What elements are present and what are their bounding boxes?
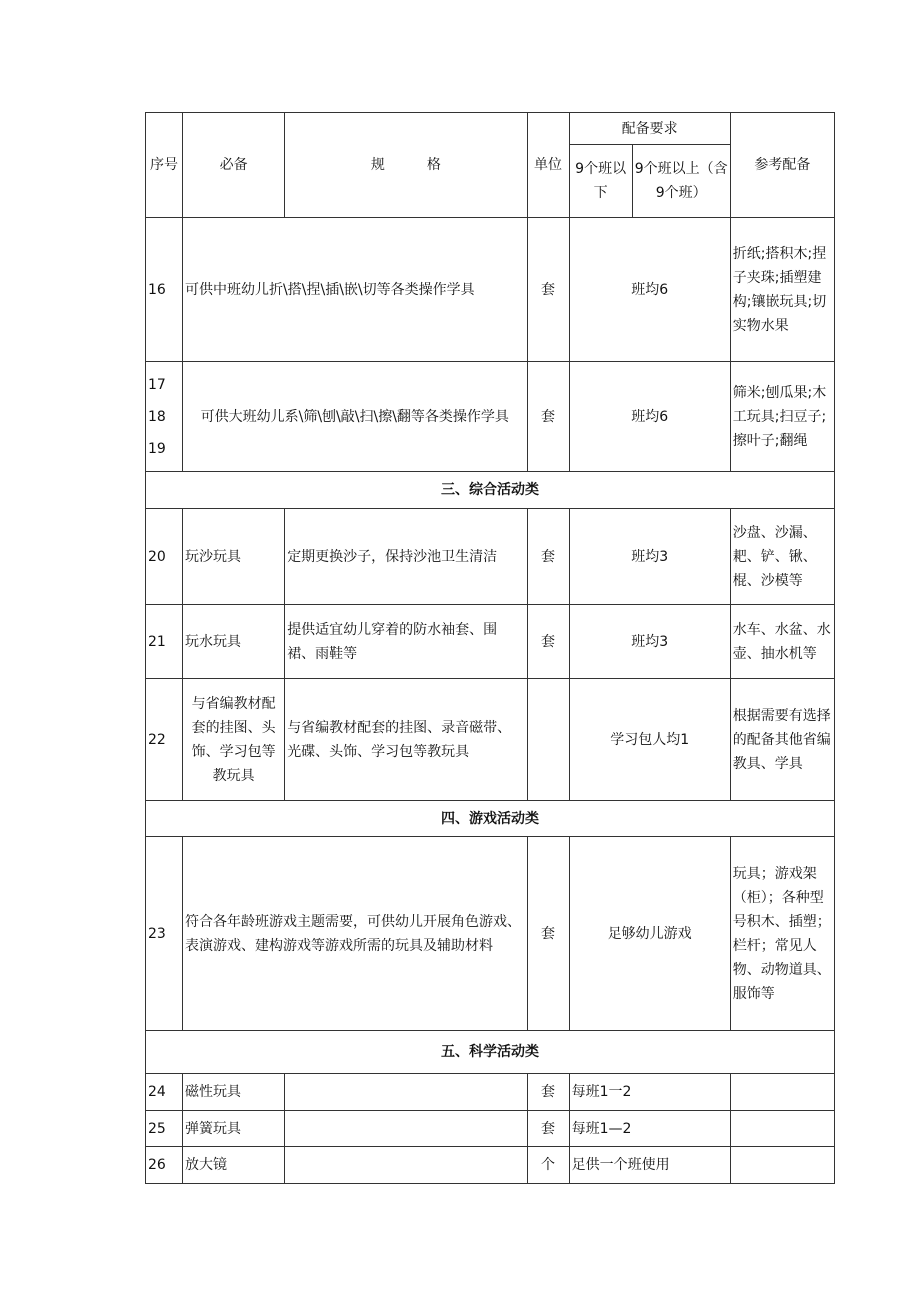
row21-spec: 提供适宜幼儿穿着的防水袖套、围裙、雨鞋等: [285, 605, 527, 679]
row23-seq: 23: [146, 837, 183, 1031]
row25-required: 弹簧玩具: [183, 1111, 285, 1147]
row26-config: 足供一个班使用: [569, 1147, 730, 1184]
table-row: [146, 1074, 835, 1111]
header-unit: 单位: [527, 113, 569, 218]
row17-reference: 筛米;刨瓜果;木工玩具;扫豆子;擦叶子;翻绳: [730, 362, 834, 472]
row22-required: 与省编教材配套的挂图、头饰、学习包等教玩具: [183, 679, 285, 801]
section-title: 三、综合活动类: [146, 472, 835, 509]
row26-seq: 26: [146, 1147, 183, 1184]
header-reference: 参考配备: [730, 113, 834, 218]
row24-spec: [285, 1074, 527, 1111]
row26-spec: [285, 1147, 527, 1184]
row20-unit: 套: [527, 509, 569, 605]
row21-required: 玩水玩具: [183, 605, 285, 679]
row23-required: 符合各年龄班游戏主题需要，可供幼儿开展角色游戏、表演游戏、建构游戏等游戏所需的玩具及辅助材料: [183, 837, 527, 1031]
header-config: 配备要求: [569, 113, 730, 145]
row17-config: 班均6: [569, 362, 730, 472]
row22-config: 学习包人均1: [569, 679, 730, 801]
table-row: [146, 1111, 835, 1147]
row25-spec: [285, 1111, 527, 1147]
table-row: [146, 679, 835, 801]
header-above9: 9个班以上（含9个班）: [632, 145, 730, 218]
row16-unit: 套: [527, 218, 569, 362]
table-row: [146, 1147, 835, 1184]
row22-reference: 根据需要有选择的配备其他省编教具、学具: [730, 679, 834, 801]
row17-seq: [146, 362, 183, 472]
row16-reference: 折纸;搭积木;捏子夹珠;插塑建构;镶嵌玩具;切实物水果: [730, 218, 834, 362]
row17-seq-a: 17: [148, 376, 166, 393]
row22-spec: 与省编教材配套的挂图、录音磁带、光碟、头饰、学习包等教玩具: [285, 679, 527, 801]
row25-config: 每班1—2: [569, 1111, 730, 1147]
equipment-table: [145, 112, 835, 1184]
table-row: [146, 509, 835, 605]
row23-reference: 玩具；游戏架（柜）；各种型号积木、插塑；栏杆；常见人物、动物道具、服饰等: [730, 837, 834, 1031]
row26-reference: [730, 1147, 834, 1184]
row16-seq: 16: [146, 218, 183, 362]
row25-unit: 套: [527, 1111, 569, 1147]
table-row: [146, 837, 835, 1031]
row24-reference: [730, 1074, 834, 1111]
row17-seq-c: 19: [148, 440, 166, 457]
row20-config: 班均3: [569, 509, 730, 605]
row24-config: 每班1一2: [569, 1074, 730, 1111]
row17-unit: 套: [527, 362, 569, 472]
section-title: 五、科学活动类: [146, 1031, 835, 1074]
row22-seq: 22: [146, 679, 183, 801]
row21-unit: 套: [527, 605, 569, 679]
header-required: 必备: [183, 113, 285, 218]
row25-reference: [730, 1111, 834, 1147]
row26-unit: 个: [527, 1147, 569, 1184]
row21-config: 班均3: [569, 605, 730, 679]
header-seq: 序号: [146, 113, 183, 218]
row25-seq: 25: [146, 1111, 183, 1147]
row16-config: 班均6: [569, 218, 730, 362]
row17-seq-b: 18: [148, 408, 166, 425]
row24-required: 磁性玩具: [183, 1074, 285, 1111]
row20-spec: 定期更换沙子，保持沙池卫生清洁: [285, 509, 527, 605]
row21-reference: 水车、水盆、水壶、抽水机等: [730, 605, 834, 679]
header-below9: 9个班以下: [569, 145, 632, 218]
row16-required: 可供中班幼儿折\搭\捏\插\嵌\切等各类操作学具: [183, 218, 527, 362]
section-title: 四、游戏活动类: [146, 801, 835, 837]
table-row: [146, 218, 835, 362]
row20-reference: 沙盘、沙漏、耙、铲、锹、棍、沙模等: [730, 509, 834, 605]
row24-unit: 套: [527, 1074, 569, 1111]
row17-required: 可供大班幼儿系\筛\刨\敲\扫\擦\翻等各类操作学具: [183, 362, 527, 472]
row22-unit: [527, 679, 569, 801]
row20-required: 玩沙玩具: [183, 509, 285, 605]
header-spec: 规 格: [285, 113, 527, 218]
row20-seq: 20: [146, 509, 183, 605]
table-row: [146, 605, 835, 679]
row26-required: 放大镜: [183, 1147, 285, 1184]
row21-seq: 21: [146, 605, 183, 679]
row24-seq: 24: [146, 1074, 183, 1111]
row23-unit: 套: [527, 837, 569, 1031]
row23-config: 足够幼儿游戏: [569, 837, 730, 1031]
table-row: [146, 362, 835, 472]
